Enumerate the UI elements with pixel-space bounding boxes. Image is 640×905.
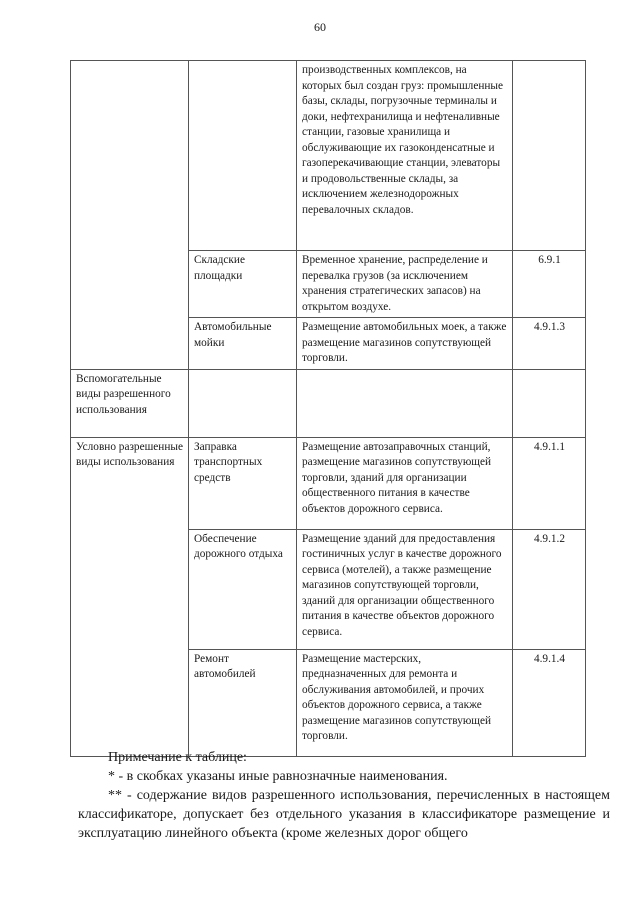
table-notes (78, 748, 610, 843)
description-cell (297, 369, 513, 437)
table-row (71, 437, 586, 529)
code-cell: 4.9.1.3 (513, 318, 586, 370)
type-cell: Заправка транспортных средств (189, 437, 297, 529)
page-number: 60 (314, 20, 326, 34)
group-cell-auxiliary: Вспомогательные виды разрешенного использования (71, 369, 189, 437)
table-row (71, 369, 586, 437)
type-cell (189, 369, 297, 437)
description-cell: Размещение автомобильных моек, а также размещение магазинов сопутствующей торговли. (297, 318, 513, 370)
type-cell: Обеспечение дорожного отдыха (189, 529, 297, 649)
table-row (71, 61, 586, 251)
group-cell-main (71, 61, 189, 370)
code-cell: 4.9.1.2 (513, 529, 586, 649)
description-cell: производственных комплексов, на которых был создан груз: промышленные базы, склады, погрузочные терминалы и доки, нефтехранилища и нефтеналивные станции, газовые хранилища и обслуживающие их газоконденсатные и газоперекачивающие станции, элеваторы и продовольственные склады, за исключением железнодорожных перевалочных складов. (297, 61, 513, 251)
code-cell: 6.9.1 (513, 251, 586, 318)
code-cell (513, 61, 586, 251)
code-cell: 4.9.1.1 (513, 437, 586, 529)
type-cell: Складские площадки (189, 251, 297, 318)
land-use-table (70, 60, 586, 757)
code-cell (513, 369, 586, 437)
note-linear-objects: ** - содержание видов разрешенного использования, перечисленных в настоящем классификаторе, допускает без отдельного указания в классификаторе размещение и эксплуатацию линейного объекта (кроме железных дорог общего (78, 788, 610, 841)
type-cell: Ремонт автомобилей (189, 649, 297, 756)
type-cell: Автомобильные мойки (189, 318, 297, 370)
description-cell: Размещение зданий для предоставления гостиничных услуг в качестве дорожного сервиса (мотелей), а также размещение магазинов сопутствующей торговли, зданий для организации общественного питания в качестве объектов дорожного сервиса. (297, 529, 513, 649)
notes-heading: Примечание к таблице: (108, 750, 247, 765)
type-cell (189, 61, 297, 251)
code-cell: 4.9.1.4 (513, 649, 586, 756)
description-cell: Размещение мастерских, предназначенных для ремонта и обслуживания автомобилей, и прочих объектов дорожного сервиса, а также размещение магазинов сопутствующей торговли. (297, 649, 513, 756)
description-cell: Размещение автозаправочных станций, размещение магазинов сопутствующей торговли, зданий для организации общественного питания в качестве объектов дорожного сервиса. (297, 437, 513, 529)
note-synonyms: * - в скобках указаны иные равнозначные наименования. (108, 769, 448, 784)
description-cell: Временное хранение, распределение и перевалка грузов (за исключением хранения стратегических запасов) на открытом воздухе. (297, 251, 513, 318)
group-cell-conditional: Условно разрешенные виды использования (71, 437, 189, 756)
